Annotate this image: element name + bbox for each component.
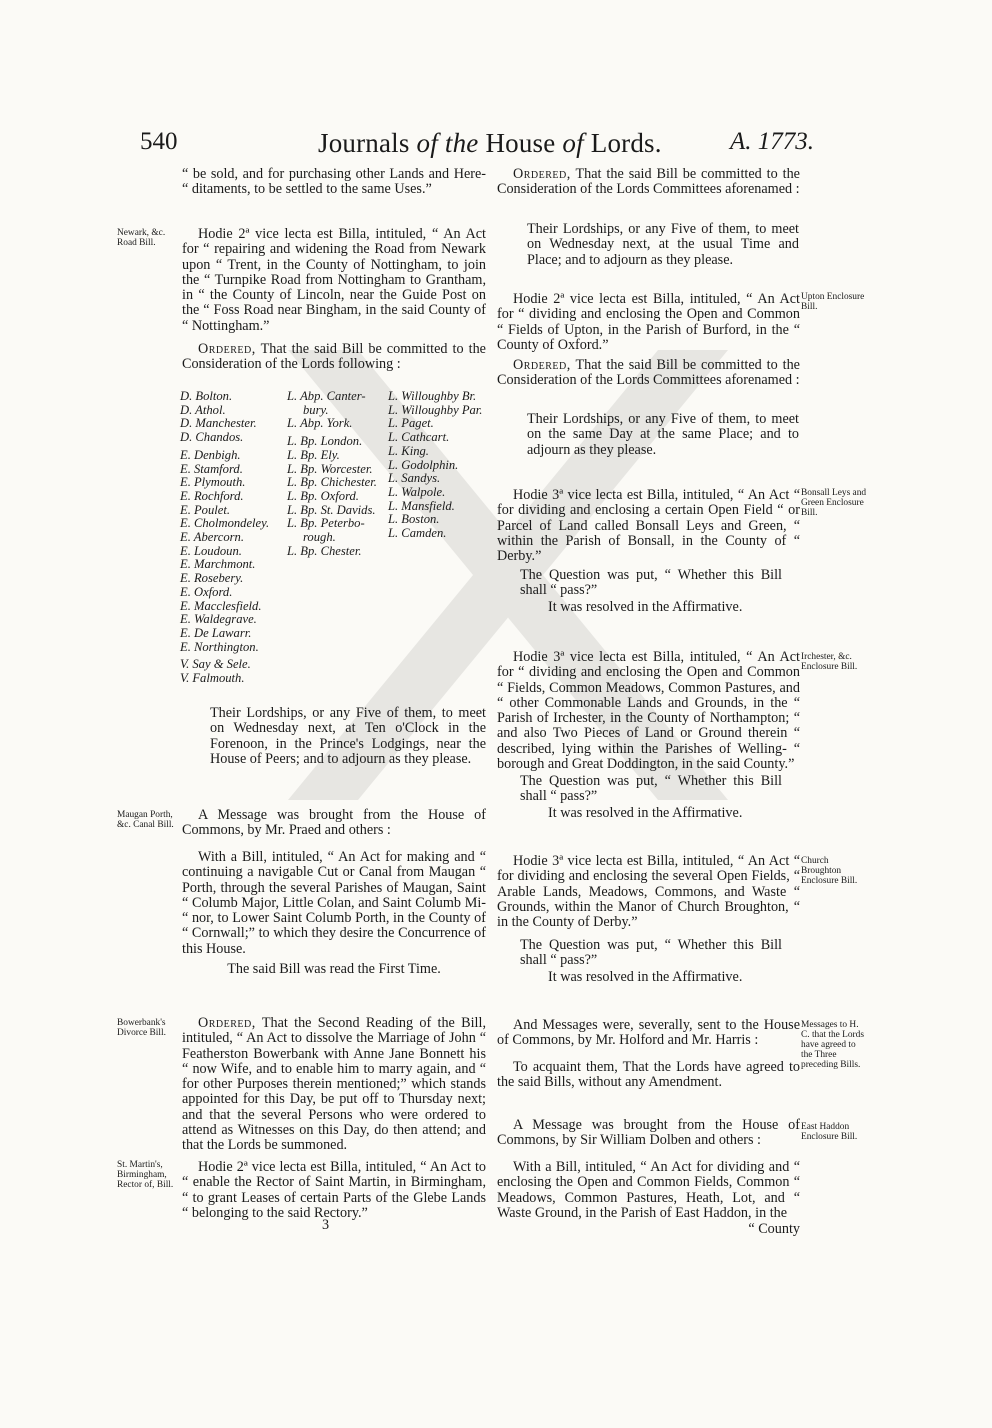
paragraph-text: Hodie 3ª vice lecta est Billa, intituled, “ An Act for “ dividing and enclosing the Open and Common “ Fields, Common Meadows, Common Pastures, and “ other Commonable Lands and Grounds, in the “ Parish of Irchester, in the County of Northampton; “ and also Two Pieces of Land or Ground therein “ described, lying within the Parishes of Welling- “ borough and Great Doddington, in the said County.”	[497, 649, 800, 773]
paragraph-text	[497, 358, 800, 389]
right-para-8	[497, 854, 800, 930]
left-para-7	[182, 1016, 486, 1154]
lord-item: E. Abercorn.	[180, 530, 245, 545]
page-number: 540	[140, 128, 178, 155]
paragraph-text: Their Lordships, or any Five of them, to meet on the same Day at the same Place; and to adjourn as they please.	[527, 411, 799, 458]
lord-item: L. Sandys.	[388, 471, 441, 486]
title-of: of	[562, 128, 584, 158]
resolved-3: It was resolved in the Affirmative.	[548, 969, 743, 985]
paragraph-text: Their Lordships, or any Five of them, to meet on Wednesday next, at the usual Time and Place; and to adjourn as they please.	[527, 221, 799, 268]
title-journals: Journals	[318, 128, 410, 158]
catchword: “ County	[748, 1221, 800, 1237]
lord-item: L. Paget.	[388, 416, 434, 431]
paragraph-text	[497, 167, 800, 198]
title-house: House	[485, 128, 556, 158]
resolved-2: It was resolved in the Affirmative.	[548, 805, 743, 821]
lord-item: L. Willoughby Par.	[388, 402, 483, 417]
paragraph-text: Their Lordships, or any Five of them, to meet on Wednesday next, at Ten o'Clock in the Forenoon, in the Prince's Lodgings, near the House of Peers; and to adjourn as they please.	[210, 705, 486, 767]
left-para-8	[182, 1160, 486, 1221]
lords-list-col3	[388, 390, 482, 541]
lord-item: L. Bp. Oxford.	[287, 488, 359, 503]
margin-note-messages: Messages to H. C. that the Lords have agreed to the Three preceding Bills.	[801, 1020, 865, 1070]
paragraph-text: To acquaint them, That the Lords have agreed to the said Bills, without any Amendment.	[497, 1059, 800, 1091]
margin-note-newark: Newark, &c. Road Bill.	[117, 228, 166, 248]
paragraph-text: And Messages were, severally, sent to the House of Commons, by Mr. Holford and Mr. Harris :	[497, 1017, 800, 1049]
lord-item: L. Walpole.	[388, 484, 446, 499]
lord-item: D. Manchester.	[180, 416, 257, 431]
paragraph-text: The said Bill was read the First Time.	[227, 961, 441, 977]
lord-item: L. Bp. London.	[287, 434, 363, 449]
right-para-12	[497, 1160, 800, 1221]
lord-item: E. Marchmont.	[180, 557, 256, 572]
lord-item: E. Denbigh.	[180, 447, 241, 462]
lord-item: E. Rochford.	[180, 488, 244, 503]
right-para-3	[497, 292, 800, 353]
lord-item: E. Oxford.	[180, 584, 233, 599]
lord-item: E. De Lawarr.	[180, 625, 252, 640]
margin-note-bonsall: Bonsall Leys and Green Enclosure Bill.	[801, 488, 867, 518]
margin-note-irchester: Irchester, &c. Enclosure Bill.	[801, 652, 858, 672]
question-3	[520, 938, 782, 969]
lord-item: E. Plymouth.	[180, 475, 246, 490]
paragraph-text: Hodie 2ª vice lecta est Billa, intituled, “ An Act for “ repairing and widening the Road from Newark upon “ Trent, in the County of Nottingham, to join the “ Turnpike Road from Nottingham to Grantham, in “ the County of Lincoln, near the Guide Post on the “ Foss Road near Bingham, in the said County of “ Nottingham.”	[182, 226, 486, 334]
lord-item: E. Loudoun.	[180, 543, 242, 558]
lord-item: E. Cholmondeley.	[180, 516, 270, 531]
margin-note-easthaddon: East Haddon Enclosure Bill.	[801, 1122, 858, 1142]
ordered-text: That the said Bill be committed to the Consideration of the Lords Committees aforenamed :	[497, 166, 800, 198]
lords-list-col1	[180, 390, 269, 686]
right-para-4	[497, 358, 800, 389]
lord-item: E. Macclesfield.	[180, 598, 262, 613]
left-para-1	[182, 227, 486, 334]
margin-note-church: Church Broughton Enclosure Bill.	[801, 856, 858, 886]
signature-mark: 3	[322, 1217, 330, 1233]
lord-item: L. Bp. Chichester.	[287, 475, 377, 490]
right-para-7	[497, 650, 800, 772]
paragraph-text: “ be sold, and for purchasing other Lands and Here- “ ditaments, to be settled to the same Uses.”	[182, 166, 486, 198]
left-para-0	[182, 167, 486, 198]
lord-item: L. Boston.	[388, 512, 440, 527]
left-para-6	[182, 962, 486, 977]
page-title	[318, 128, 662, 159]
lord-item: L. Willoughby Br.	[388, 389, 477, 403]
paragraph-text: The Question was put, “ Whether this Bill shall “ pass?”	[520, 937, 782, 969]
paragraph-text: Hodie 3ª vice lecta est Billa, intituled, “ An Act “ for dividing and enclosing a certain Open Field “ or Parcel of Land called Bonsall Leys and Green, “ within the Parish of Bonsall, in the County of “ Derby.”	[497, 487, 800, 565]
lord-item: E. Stamford.	[180, 461, 243, 476]
paragraph-text: Hodie 3ª vice lecta est Billa, intituled, “ An Act “ for dividing and enclosing the several Open Fields, “ Arable Lands, Meadows, Commons, and Waste “ Grounds, within the Manor of Church Broughton, “ in the County of Derby.”	[497, 853, 800, 931]
margin-note-stmartin: St. Martin's, Birmingham, Rector of, Bill.	[117, 1160, 174, 1190]
right-para-6	[497, 488, 800, 564]
lord-item: V. Falmouth.	[180, 671, 245, 686]
margin-note-maugan: Maugan Porth, &c. Canal Bill.	[117, 810, 174, 830]
paragraph-text	[182, 1016, 486, 1154]
lord-item: E. Waldegrave.	[180, 612, 257, 627]
lord-item: V. Say & Sele.	[180, 657, 251, 672]
lord-item: rough.	[303, 530, 336, 545]
lord-item: L. Bp. St. Davids.	[287, 502, 376, 517]
lord-item: L. Abp. Canter-	[287, 389, 366, 403]
ordered-text: That the said Bill be committed to the Consideration of the Lords following :	[182, 341, 486, 373]
lord-item: E. Northington.	[180, 639, 259, 654]
lords-list-col2	[287, 390, 377, 558]
paragraph-text: With a Bill, intituled, “ An Act for making and “ continuing a navigable Cut or Canal from Maugan “ Porth, through the several Parishes of Maugan, Saint “ Columb Major, Little Colan, and Saint Columb Mi- “ nor, to Lower Saint Columb Porth, in the County of “ Cornwall;” to which they desire the Concurrence of this House.	[182, 849, 486, 957]
right-para-10	[497, 1060, 800, 1091]
left-para-3	[210, 706, 486, 767]
lord-item: L. Godolphin.	[388, 457, 459, 472]
lord-item: D. Bolton.	[180, 389, 233, 403]
paragraph-text: The Question was put, “ Whether this Bill shall “ pass?”	[520, 567, 782, 599]
ordered-word: Ordered,	[198, 1015, 256, 1031]
lord-item: L. Bp. Peterbo-	[287, 516, 365, 531]
ordered-word: Ordered,	[513, 166, 571, 182]
lord-item: L. Camden.	[388, 526, 447, 541]
lord-item: D. Athol.	[180, 402, 226, 417]
right-para-9	[497, 1018, 800, 1049]
right-para-2	[527, 222, 799, 268]
lord-item: L. Mansfield.	[388, 498, 455, 513]
lord-item: D. Chandos.	[180, 430, 244, 445]
resolved-1: It was resolved in the Affirmative.	[548, 599, 743, 615]
ordered-text: That the Second Reading of the Bill, intituled, “ An Act to dissolve the Marriage of John “ Featherston Bowerbank with Anne Jane Bonnett his “ now Wife, and to enable him to marry again, and “ for other Purposes therein mentioned;” which stands appointed for this Day, be put off to Thursday next; and that the several Persons who were ordered to attend as Witnesses on this Day, do then attend; and that the Lords be summoned.	[182, 1015, 486, 1154]
right-para-5	[527, 412, 799, 458]
ordered-word: Ordered,	[513, 357, 571, 373]
right-para-1	[497, 167, 800, 198]
lord-item: L. Bp. Worcester.	[287, 461, 373, 476]
right-para-11	[497, 1118, 800, 1149]
running-header	[0, 128, 992, 168]
margin-note-bowerbank: Bowerbank's Divorce Bill.	[117, 1018, 166, 1038]
left-para-2	[182, 342, 486, 373]
title-of-the: of the	[416, 128, 479, 158]
year: A. 1773.	[730, 128, 815, 155]
question-1	[520, 568, 782, 599]
paragraph-text: With a Bill, intituled, “ An Act for dividing and “ enclosing the Open and Common Fields, Common “ Meadows, Common Pastures, Heath, Lot, and “ Waste Ground, in the Parish of East Haddon, in the	[497, 1159, 800, 1221]
lord-item: E. Rosebery.	[180, 571, 244, 586]
left-para-5	[182, 850, 486, 957]
margin-note-upton: Upton Enclosure Bill.	[801, 292, 865, 312]
paragraph-text	[182, 342, 486, 373]
lord-item: E. Poulet.	[180, 502, 231, 517]
lord-item: L. Bp. Ely.	[287, 447, 340, 462]
ordered-word: Ordered,	[198, 341, 256, 357]
paragraph-text: Hodie 2ª vice lecta est Billa, intituled, “ An Act to “ enable the Rector of Saint Martin, in Birmingham, “ to grant Leases of certain Parts of the Glebe Lands “ belonging to the said Rectory.”	[182, 1159, 486, 1221]
ordered-text: That the said Bill be committed to the Consideration of the Lords Committees aforenamed :	[497, 357, 800, 389]
lord-item: L. Cathcart.	[388, 430, 450, 445]
question-2	[520, 774, 782, 805]
lord-item: L. Bp. Chester.	[287, 543, 362, 558]
paragraph-text: The Question was put, “ Whether this Bill shall “ pass?”	[520, 773, 782, 805]
paragraph-text: A Message was brought from the House of Commons, by Mr. Praed and others :	[182, 807, 486, 839]
left-para-4	[182, 808, 486, 839]
title-lords: Lords.	[590, 128, 662, 158]
lord-item: L. King.	[388, 443, 429, 458]
lord-item: L. Abp. York.	[287, 416, 353, 431]
paragraph-text: A Message was brought from the House of Commons, by Sir William Dolben and others :	[497, 1117, 800, 1149]
lord-item: bury.	[303, 402, 329, 417]
paragraph-text: Hodie 2ª vice lecta est Billa, intituled, “ An Act for “ dividing and enclosing the Open and Common “ Fields of Upton, in the Parish of Burford, in the “ County of Oxford.”	[497, 291, 800, 353]
